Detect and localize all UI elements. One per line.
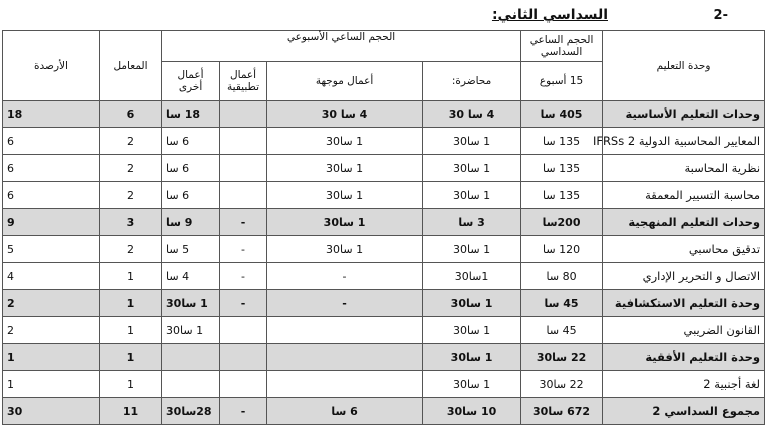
cell-applied: [220, 155, 267, 182]
cell-directed: [267, 344, 423, 371]
cell-directed: 1 سا30: [267, 209, 423, 236]
cell-directed: 6 سا: [267, 398, 423, 425]
cell-directed: 1 سا30: [267, 155, 423, 182]
cell-credits: 30: [3, 398, 100, 425]
section-title: السداسي الثاني:: [491, 7, 608, 23]
cell-lecture: 1 سا30: [423, 155, 521, 182]
cell-coef: 2: [100, 236, 162, 263]
cell-applied: [220, 317, 267, 344]
header-weekly-volume: الحجم الساعي الأسبوعي: [162, 31, 521, 62]
cell-directed: [267, 317, 423, 344]
cell-semester: 120 سا: [521, 236, 603, 263]
cell-coef: 2: [100, 182, 162, 209]
cell-unit: تدقيق محاسبي: [603, 236, 765, 263]
table-row: [3, 317, 765, 344]
cell-directed: 1 سا30: [267, 128, 423, 155]
cell-lecture: 1سا30: [423, 263, 521, 290]
cell-applied: [220, 101, 267, 128]
cell-semester: 135 سا: [521, 155, 603, 182]
cell-credits: 4: [3, 263, 100, 290]
cell-credits: 1: [3, 371, 100, 398]
cell-lecture: 1 سا30: [423, 371, 521, 398]
cell-other: 18 سا: [162, 101, 220, 128]
cell-coef: 6: [100, 101, 162, 128]
cell-unit: الاتصال و التحرير الإداري: [603, 263, 765, 290]
cell-other: 1 سا30: [162, 290, 220, 317]
cell-semester: 45 سا: [521, 317, 603, 344]
cell-unit: نظرية المحاسبة: [603, 155, 765, 182]
cell-other: 6 سا: [162, 128, 220, 155]
cell-unit: لغة أجنبية 2: [603, 371, 765, 398]
cell-coef: 1: [100, 371, 162, 398]
cell-lecture: 1 سا30: [423, 290, 521, 317]
cell-credits: 6: [3, 155, 100, 182]
cell-credits: 2: [3, 290, 100, 317]
cell-semester: 80 سا: [521, 263, 603, 290]
cell-lecture: 1 سا30: [423, 236, 521, 263]
cell-coef: 2: [100, 155, 162, 182]
cell-coef: 1: [100, 317, 162, 344]
cell-credits: 18: [3, 101, 100, 128]
cell-applied: -: [220, 398, 267, 425]
header-weeks: 15 أسبوع: [521, 62, 603, 101]
table-row: [3, 344, 765, 371]
cell-semester: 22 سا30: [521, 371, 603, 398]
cell-semester: 200سا: [521, 209, 603, 236]
table-row: [3, 263, 765, 290]
cell-other: 1 سا30: [162, 317, 220, 344]
cell-credits: 5: [3, 236, 100, 263]
cell-lecture: 1 سا30: [423, 128, 521, 155]
cell-other: [162, 371, 220, 398]
cell-directed: 1 سا30: [267, 182, 423, 209]
cell-coef: 1: [100, 263, 162, 290]
section-number: -2: [713, 8, 728, 23]
header-applied: أعمال تطبيقية: [220, 62, 267, 101]
cell-coef: 3: [100, 209, 162, 236]
cell-unit: محاسبة التسيير المعمقة: [603, 182, 765, 209]
cell-semester: 672 سا30: [521, 398, 603, 425]
cell-semester: 135 سا: [521, 182, 603, 209]
cell-other: 5 سا: [162, 236, 220, 263]
header-unit: وحدة التعليم: [603, 31, 765, 101]
cell-unit: وحدة التعليم الأفقية: [603, 344, 765, 371]
cell-other: 28سا30: [162, 398, 220, 425]
cell-coef: 2: [100, 128, 162, 155]
cell-coef: 1: [100, 344, 162, 371]
cell-applied: -: [220, 236, 267, 263]
header-directed: أعمال موجهة: [267, 62, 423, 101]
cell-other: 4 سا: [162, 263, 220, 290]
cell-directed: -: [267, 263, 423, 290]
cell-coef: 11: [100, 398, 162, 425]
cell-applied: -: [220, 209, 267, 236]
table-row: [3, 155, 765, 182]
cell-semester: 22 سا30: [521, 344, 603, 371]
cell-lecture: 3 سا: [423, 209, 521, 236]
cell-credits: 9: [3, 209, 100, 236]
cell-lecture: 1 سا30: [423, 317, 521, 344]
cell-other: 9 سا: [162, 209, 220, 236]
cell-credits: 6: [3, 128, 100, 155]
cell-unit: وحدة التعليم الاستكشافية: [603, 290, 765, 317]
cell-semester: 405 سا: [521, 101, 603, 128]
section-heading: [0, 6, 768, 28]
cell-lecture: 10 سا30: [423, 398, 521, 425]
table-row: [3, 101, 765, 128]
cell-other: 6 سا: [162, 182, 220, 209]
table-row: [3, 371, 765, 398]
cell-semester: 45 سا: [521, 290, 603, 317]
header-coefficient: المعامل: [100, 31, 162, 101]
cell-lecture: 4 سا 30: [423, 101, 521, 128]
cell-directed: -: [267, 290, 423, 317]
cell-credits: 2: [3, 317, 100, 344]
header-semester-volume: الحجم الساعي السداسي: [521, 31, 603, 62]
table-row: [3, 182, 765, 209]
table-row: [3, 236, 765, 263]
cell-applied: [220, 371, 267, 398]
cell-lecture: 1 سا30: [423, 182, 521, 209]
cell-other: 6 سا: [162, 155, 220, 182]
cell-credits: 6: [3, 182, 100, 209]
cell-unit: وحدات التعليم المنهجية: [603, 209, 765, 236]
header-credits: الأرصدة: [3, 31, 100, 101]
table-row: [3, 209, 765, 236]
cell-lecture: 1 سا30: [423, 344, 521, 371]
cell-unit: وحدات التعليم الأساسية: [603, 101, 765, 128]
semester-table: [2, 30, 765, 425]
cell-directed: 1 سا30: [267, 236, 423, 263]
cell-unit: المعايير المحاسبية الدولية 2 IFRSs: [603, 128, 765, 155]
header-other: أعمال أخرى: [162, 62, 220, 101]
cell-applied: [220, 128, 267, 155]
table-row: [3, 290, 765, 317]
header-lecture: محاضرة:: [423, 62, 521, 101]
cell-unit: القانون الضريبي: [603, 317, 765, 344]
cell-applied: [220, 182, 267, 209]
cell-applied: -: [220, 263, 267, 290]
table-row: [3, 398, 765, 425]
cell-applied: [220, 344, 267, 371]
cell-applied: -: [220, 290, 267, 317]
table-row: [3, 128, 765, 155]
cell-directed: [267, 371, 423, 398]
cell-semester: 135 سا: [521, 128, 603, 155]
cell-credits: 1: [3, 344, 100, 371]
cell-unit: مجموع السداسي 2: [603, 398, 765, 425]
cell-directed: 4 سا 30: [267, 101, 423, 128]
cell-coef: 1: [100, 290, 162, 317]
cell-other: [162, 344, 220, 371]
